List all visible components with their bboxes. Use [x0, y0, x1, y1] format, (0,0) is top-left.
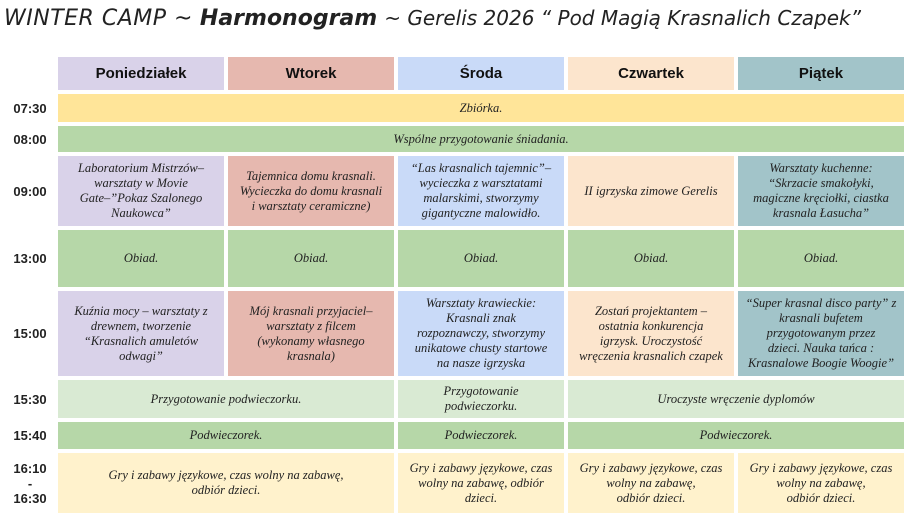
time-cell: 15:30	[6, 380, 54, 418]
activity-line: wręczenia krasnalich czapek	[579, 348, 723, 363]
activity-cell: Podwieczorek.	[568, 422, 904, 449]
activity-line: na nasze igrzyska	[436, 356, 526, 370]
activity-line: drewnem, tworzenie	[90, 318, 192, 333]
activity-line: dzieci.	[464, 490, 498, 505]
header-row	[6, 57, 904, 90]
activity-line: igrzysk. Uroczystość	[599, 333, 703, 348]
activity-line: Gry i zabawy językowe, czas wolny na zabawę,	[108, 468, 344, 482]
activity-cell	[228, 156, 394, 226]
time-line: 16:10	[13, 460, 47, 476]
activity-line: warsztaty z filcem	[266, 318, 356, 333]
activity-cell	[58, 453, 394, 513]
activity-line: II igrzyska zimowe Gerelis	[584, 183, 718, 198]
activity-cell	[738, 156, 904, 226]
activity-line: wycieczka z warsztatami	[419, 176, 543, 190]
activity-line: ostatnia konkurencja	[598, 318, 704, 333]
time-cell: 13:00	[6, 230, 54, 287]
activity-line: magiczne kręciołki, ciastka	[753, 191, 889, 205]
header-thursday: Czwartek	[568, 57, 734, 90]
activity-line: Gry i zabawy językowe, czas	[409, 460, 553, 475]
activity-line: “Skrzacie smakołyki,	[768, 176, 874, 190]
activity-line: Naukowca”	[111, 206, 171, 220]
time-cell: 15:00	[6, 291, 54, 376]
activity-line: warsztaty w Movie	[94, 176, 188, 190]
activity-line: gigantyczne malowidło.	[421, 206, 541, 220]
activity-line: przygotowanym przez	[766, 326, 876, 340]
row-0730	[6, 94, 904, 122]
activity-line: Gry i zabawy językowe, czas	[749, 460, 893, 475]
time-cell: 15:40	[6, 422, 54, 449]
time-cell: 09:00	[6, 156, 54, 226]
activity-line: Przygotowanie	[443, 384, 519, 398]
time-cell	[6, 453, 54, 513]
activity-line: Warsztaty krawieckie:	[425, 296, 537, 310]
activity-line: Laboratorium Mistrzów–	[77, 161, 205, 175]
activity-cell: Uroczyste wręczenie dyplomów	[568, 380, 904, 418]
time-cell: 07:30	[6, 94, 54, 122]
title-event: ~ Gerelis 2026 “ Pod Magią Krasnalich Czapek”	[384, 6, 861, 30]
activity-cell	[568, 156, 734, 226]
activity-line: malarskimi, stworzymy	[423, 191, 539, 205]
activity-cell: Obiad.	[228, 230, 394, 287]
time-cell: 08:00	[6, 126, 54, 152]
activity-line: wolny na zabawę,	[606, 475, 696, 490]
activity-line: odbiór dzieci.	[191, 483, 261, 497]
activity-cell	[568, 453, 734, 513]
activity-line: rozpoznawczy, stworzymy	[416, 326, 545, 340]
activity-line: Krasnalowe Boogie Woogie”	[747, 356, 895, 370]
header-corner	[6, 57, 54, 90]
page-title	[4, 6, 904, 40]
header-wednesday: Środa	[398, 57, 564, 90]
activity-line: i warsztaty ceramiczne)	[251, 198, 371, 213]
row-1610	[6, 453, 904, 513]
activity-line: “Super krasnal disco party” z	[745, 296, 897, 310]
activity-line: odwagi”	[119, 348, 163, 363]
activity-cell: Obiad.	[568, 230, 734, 287]
schedule-table	[2, 53, 908, 517]
activity-cell	[398, 380, 564, 418]
activity-cell: Podwieczorek.	[58, 422, 394, 449]
activity-line: Tajemnica domu krasnali.	[246, 168, 376, 183]
activity-line: odbiór dzieci.	[786, 490, 856, 505]
activity-line: wolny na zabawę,	[776, 475, 866, 490]
row-0800	[6, 126, 904, 152]
title-harmonogram: Harmonogram	[199, 6, 378, 31]
activity-cell	[58, 291, 224, 376]
header-tuesday: Wtorek	[228, 57, 394, 90]
activity-line: Zostań projektantem –	[594, 303, 708, 318]
activity-line: “Krasnalich amuletów	[83, 333, 199, 348]
activity-cell: Wspólne przygotowanie śniadania.	[58, 126, 904, 152]
activity-line: Wycieczka do domu krasnali	[239, 183, 383, 198]
activity-line: (wykonamy własnego	[257, 333, 365, 348]
activity-line: Gate–”Pokaz Szalonego	[79, 191, 203, 205]
activity-line: Mój krasnali przyjaciel–	[249, 303, 373, 318]
activity-cell	[398, 156, 564, 226]
activity-line: krasnala Łasucha”	[772, 206, 870, 220]
header-friday: Piątek	[738, 57, 904, 90]
activity-line: podwieczorku.	[444, 399, 518, 413]
row-0900	[6, 156, 904, 226]
activity-line: krasnala)	[287, 348, 335, 363]
activity-cell: Zbiórka.	[58, 94, 904, 122]
time-line: -	[27, 475, 33, 491]
activity-cell	[738, 291, 904, 376]
activity-line: dzieci. Nauka tańca :	[767, 341, 875, 355]
activity-line: Krasnali znak	[446, 311, 516, 325]
row-1530	[6, 380, 904, 418]
activity-cell	[228, 291, 394, 376]
row-1300	[6, 230, 904, 287]
activity-cell	[738, 453, 904, 513]
activity-line: krasnali bufetem	[779, 311, 863, 325]
activity-cell	[398, 291, 564, 376]
activity-cell	[398, 453, 564, 513]
activity-cell: Podwieczorek.	[398, 422, 564, 449]
header-monday: Poniedziałek	[58, 57, 224, 90]
title-camp: WINTER CAMP ~	[4, 6, 193, 31]
activity-line: Warsztaty kuchenne:	[769, 161, 873, 175]
row-1500	[6, 291, 904, 376]
activity-line: unikatowe chusty startowe	[414, 341, 548, 355]
time-line: 16:30	[13, 490, 47, 506]
activity-cell: Obiad.	[398, 230, 564, 287]
activity-line: Gry i zabawy językowe, czas	[579, 460, 723, 475]
activity-line: wolny na zabawę, odbiór	[418, 475, 544, 490]
activity-line: “Las krasnalich tajemnic”–	[410, 161, 552, 175]
activity-cell: Obiad.	[738, 230, 904, 287]
activity-line: odbiór dzieci.	[616, 490, 686, 505]
activity-cell	[58, 156, 224, 226]
activity-cell: Przygotowanie podwieczorku.	[58, 380, 394, 418]
activity-cell	[568, 291, 734, 376]
activity-cell: Obiad.	[58, 230, 224, 287]
row-1540	[6, 422, 904, 449]
activity-line: Kuźnia mocy – warsztaty z	[74, 303, 208, 318]
